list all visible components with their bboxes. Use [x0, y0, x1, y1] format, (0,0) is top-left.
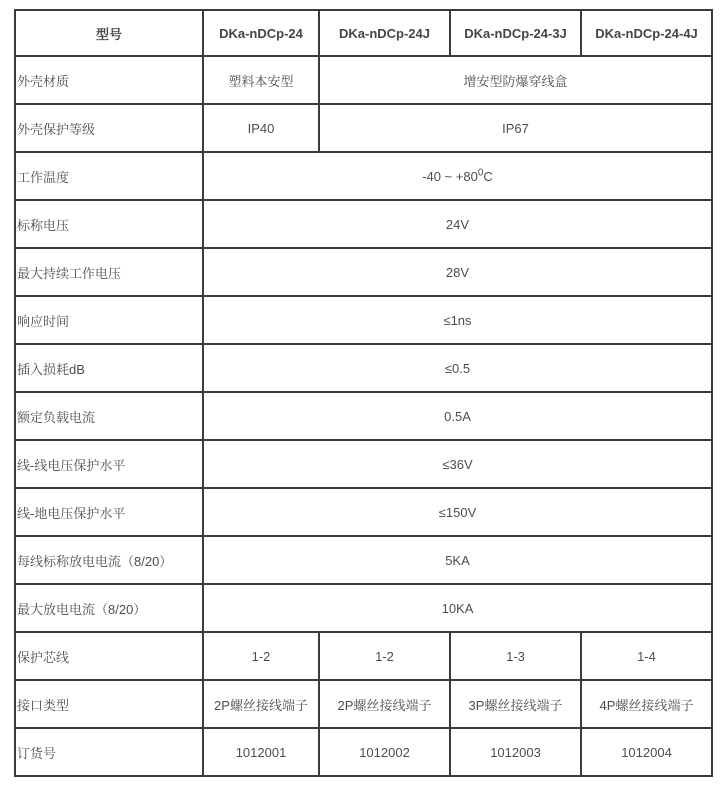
- row-label-max-discharge-current: 最大放电电流（8/20）: [15, 584, 203, 632]
- value-max-discharge-current: 10KA: [203, 584, 712, 632]
- row-label-line-ground-protection: 线-地电压保护水平: [15, 488, 203, 536]
- row-label-ip-rating: 外壳保护等级: [15, 104, 203, 152]
- row-material: [15, 56, 712, 104]
- row-label-rated-load-current: 额定负载电流: [15, 392, 203, 440]
- header-model-3: DKa-nDCp-24-3J: [450, 10, 581, 56]
- value-order-number-3: 1012003: [450, 728, 581, 776]
- row-label-material: 外壳材质: [15, 56, 203, 104]
- row-label-nominal-discharge-current: 每线标称放电电流（8/20）: [15, 536, 203, 584]
- row-nominal-voltage: [15, 200, 712, 248]
- row-max-discharge-current: [15, 584, 712, 632]
- spec-table: [14, 9, 713, 777]
- value-line-line-protection: ≤36V: [203, 440, 712, 488]
- value-rated-load-current: 0.5A: [203, 392, 712, 440]
- temperature-unit: C: [483, 168, 493, 184]
- value-max-continuous-voltage: 28V: [203, 248, 712, 296]
- row-label-line-line-protection: 线-线电压保护水平: [15, 440, 203, 488]
- header-row: [15, 10, 712, 56]
- value-line-ground-protection: ≤150V: [203, 488, 712, 536]
- temperature-superscript: 0: [477, 167, 484, 179]
- row-nominal-discharge-current: [15, 536, 712, 584]
- row-order-number: [15, 728, 712, 776]
- value-interface-type-4: 4P螺丝接线端子: [581, 680, 712, 728]
- header-model-2: DKa-nDCp-24J: [319, 10, 450, 56]
- row-label-protected-cores: 保护芯线: [15, 632, 203, 680]
- row-label-nominal-voltage: 标称电压: [15, 200, 203, 248]
- row-label-response-time: 响应时间: [15, 296, 203, 344]
- value-ip-rating-rest: IP67: [319, 104, 712, 152]
- row-label-temperature: 工作温度: [15, 152, 203, 200]
- value-protected-cores-1: 1-2: [203, 632, 319, 680]
- value-nominal-discharge-current: 5KA: [203, 536, 712, 584]
- row-max-continuous-voltage: [15, 248, 712, 296]
- row-label-max-continuous-voltage: 最大持续工作电压: [15, 248, 203, 296]
- row-rated-load-current: [15, 392, 712, 440]
- row-label-insertion-loss: 插入损耗dB: [15, 344, 203, 392]
- row-ip-rating: [15, 104, 712, 152]
- row-interface-type: [15, 680, 712, 728]
- header-model-1: DKa-nDCp-24: [203, 10, 319, 56]
- value-interface-type-3: 3P螺丝接线端子: [450, 680, 581, 728]
- value-temperature: [203, 152, 712, 200]
- row-label-interface-type: 接口类型: [15, 680, 203, 728]
- row-line-ground-protection: [15, 488, 712, 536]
- value-response-time: ≤1ns: [203, 296, 712, 344]
- value-interface-type-2: 2P螺丝接线端子: [319, 680, 450, 728]
- value-order-number-1: 1012001: [203, 728, 319, 776]
- value-protected-cores-2: 1-2: [319, 632, 450, 680]
- row-protected-cores: [15, 632, 712, 680]
- header-model-4: DKa-nDCp-24-4J: [581, 10, 712, 56]
- header-label-model: 型号: [15, 10, 203, 56]
- value-order-number-2: 1012002: [319, 728, 450, 776]
- row-insertion-loss: [15, 344, 712, 392]
- value-protected-cores-3: 1-3: [450, 632, 581, 680]
- value-nominal-voltage: 24V: [203, 200, 712, 248]
- value-interface-type-1: 2P螺丝接线端子: [203, 680, 319, 728]
- value-order-number-4: 1012004: [581, 728, 712, 776]
- row-temperature: [15, 152, 712, 200]
- value-ip-rating-col1: IP40: [203, 104, 319, 152]
- value-protected-cores-4: 1-4: [581, 632, 712, 680]
- value-insertion-loss: ≤0.5: [203, 344, 712, 392]
- temperature-value: -40 ~ +80: [422, 168, 478, 184]
- row-label-order-number: 订货号: [15, 728, 203, 776]
- value-material-col1: 塑料本安型: [203, 56, 319, 104]
- row-response-time: [15, 296, 712, 344]
- value-material-rest: 增安型防爆穿线盒: [319, 56, 712, 104]
- row-line-line-protection: [15, 440, 712, 488]
